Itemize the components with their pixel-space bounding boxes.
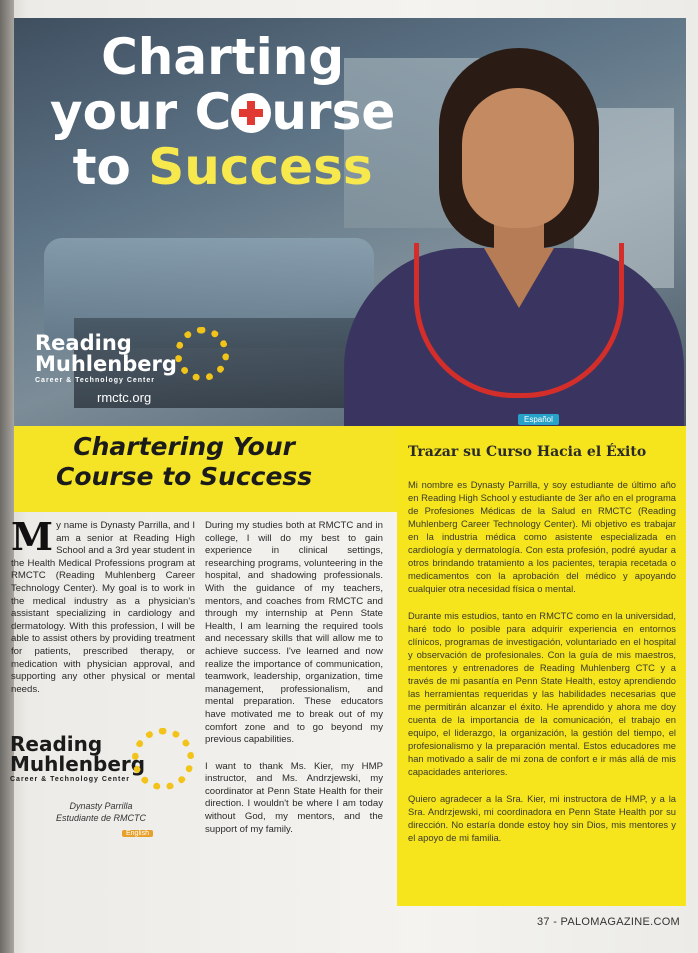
english-title-line-2: Course to Success: [56, 462, 313, 491]
gear-icon: [175, 327, 229, 381]
gear-icon: [132, 728, 194, 790]
logo-line-3: Career & Technology Center: [35, 377, 156, 384]
english-title-line-1: Chartering Your: [73, 432, 295, 461]
headline-line-2b: urse: [271, 83, 396, 141]
language-badge-espanol: Español: [518, 414, 559, 425]
hero-school-logo: [35, 333, 177, 384]
spanish-paragraph-1: Mi nombre es Dynasty Parrilla, y soy estudiante de último año en Reading High School y estudiante de 3er año en el programa de Profesiones Médicas de la Salud en RMCTC (Reading Muhlenberg Career Technology Center). Mi objetivo es trabajar en la industria médica como asistente especializada en cardiología y dermatología. Con esta profesión, podré ayudar a otros brindando tratamiento a los pacientes, terapia recetada o medicamentos con la aprobación del médico y apoyando cualquier otra necesidad física o mental.: [408, 479, 676, 594]
english-paragraph-3: I want to thank Ms. Kier, my HMP instructor, and Ms. Andrzjewski, my coordinator at Penn State Health for their direction. I wouldn't be where I am today without God, my mentors, and the support of my family.: [205, 760, 383, 835]
english-column-2: [205, 520, 383, 850]
medical-cross-icon: [231, 93, 271, 133]
english-paragraph-2: During my studies both at RMCTC and in college, I will do my best to gain experience in clinical settings, researching programs, volunteering in the hospital, and shadowing professionals. With the guidance of my teachers, mentors, and coaches from RMCTC and through my internship at Penn State Health, I am learning the required tools and necessary skills that will allow me to achieve success. I've learned and now realize the importance of communication, teamwork, leadership, organization, time management, professionalism, and mental preparation. These educators have motivated me to break out of my comfort zone and to go beyond my previous capabilities.: [205, 520, 383, 746]
logo-line-1: Reading: [35, 331, 132, 355]
headline-success: Success: [148, 138, 373, 196]
face: [462, 88, 574, 228]
logo-line-2: Muhlenberg: [35, 352, 177, 376]
logo-line-1: Reading: [10, 732, 103, 756]
author-name: Dynasty Parrilla: [69, 801, 133, 811]
spanish-paragraph-2: Durante mis estudios, tanto en RMCTC como en la universidad, haré todo lo posible para adquirir experiencia en entornos clínicos, programas de investigación, voluntariado en el hospital y observación de profesionales. Con la guía de mis maestros, mentores y entrenadores de Reading Muhlenberg CTC y a través de mi pasantía en Penn State Health, estoy aprendiendo las herramientas requeridas y las habilidades necesarias que me permitirán alcanzar el éxito. He aprendido y ahora me doy cuenta de la importancia de la comunicación, el trabajo en equipo, el liderazgo, la organización, la gestión del tiempo, el profesionalismo y la preparación mental. Estos educadores me han motivado a salir de mi zona de confort e ir más allá de mis capacidades anteriores.: [408, 610, 676, 777]
body-school-logo: [10, 734, 145, 783]
english-column-1: [11, 514, 195, 696]
author-signature: [56, 800, 146, 824]
author-role: Estudiante de RMCTC: [56, 813, 147, 823]
website-url: rmctc.org: [97, 390, 152, 405]
page-binding-edge: [0, 0, 14, 953]
headline-line-1: Charting: [101, 28, 345, 86]
logo-line-2: Muhlenberg: [10, 752, 146, 776]
headline-line-2a: your C: [50, 83, 232, 141]
drop-cap: M: [11, 514, 54, 559]
hero-headline: [50, 30, 395, 195]
spanish-title: Trazar su Curso Hacia el Éxito: [408, 444, 647, 460]
english-paragraph-1: y name is Dynasty Parrilla, and I am a senior at Reading High School and a 3rd year student in the Health Medical Professions program at RMCTC (Reading Muhlenberg Career Technology Center). My goal is to work in the medical industry as a physician's assistant specializing in cardiology and dermatology. With this profession, I will be able to assist others by providing treatment for patients, prescribed therapy, or medication with physician approval, and supporting any other physical or mental needs.: [11, 520, 195, 695]
spanish-paragraph-3: Quiero agradecer a la Sra. Kier, mi instructora de HMP, y a la Sra. Andrzjewski, mi coordinadora en Penn State Health por su dirección. No estaría donde estoy hoy sin Dios, mis mentores y el apoyo de mi familia.: [408, 793, 676, 843]
language-badge-english: English: [122, 830, 153, 837]
english-title: [56, 432, 312, 492]
logo-line-3: Career & Technology Center: [10, 776, 131, 783]
headline-line-3a: to: [72, 138, 149, 196]
page-footer: 37 - PALOMAGAZINE.COM: [537, 916, 681, 928]
spanish-text: [408, 478, 676, 858]
